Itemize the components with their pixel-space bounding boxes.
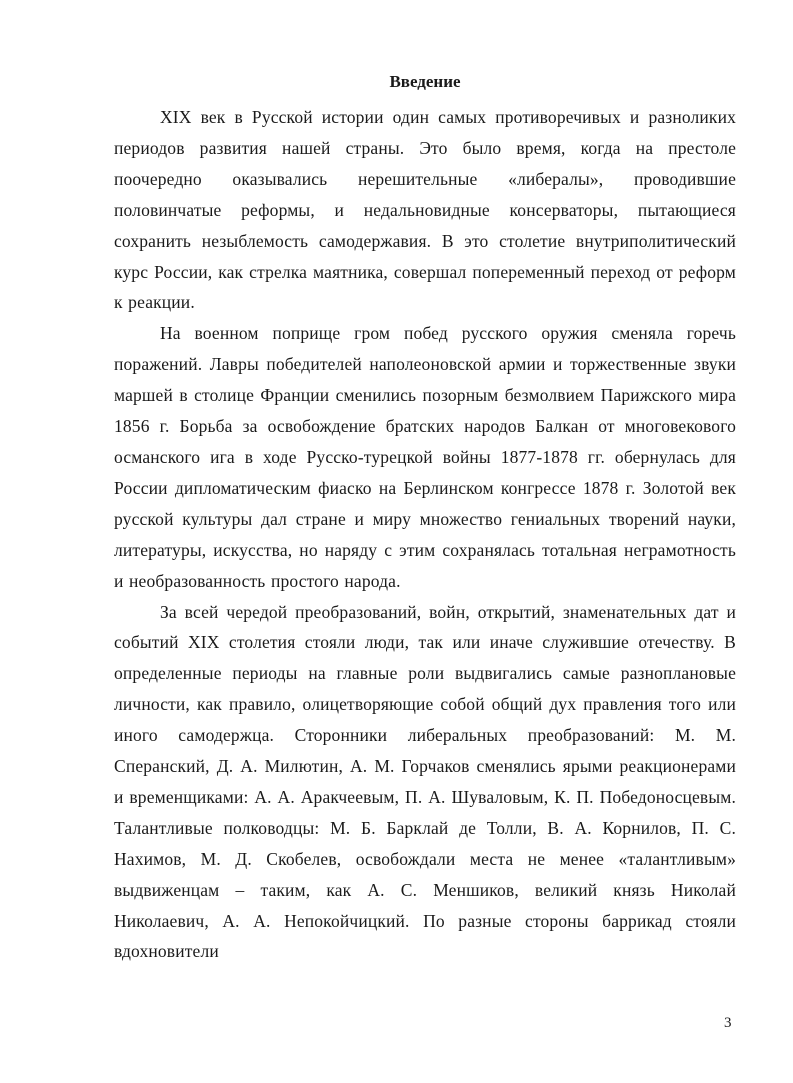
paragraph-2: На военном поприще гром побед русского оружия сменяла горечь поражений. Лавры победителей наполеоновской армии и торжественные звуки маршей в столице Франции сменились позорным безмолвием Парижского мира 1856 г. Борьба за освобождение братских народов Балкан от многовекового османского ига в ходе Русско-турецкой войны 1877-1878 гг. обернулась для России дипломатическим фиаско на Берлинском конгрессе 1878 г. Золотой век русской культуры дал стране и миру множество гениальных творений науки, литературы, искусства, но наряду с этим сохранялась тотальная неграмотность и необразованность простого народа. xyxy=(114,323,736,591)
page-title: Введение xyxy=(389,72,461,91)
paragraph-1: XIX век в Русской истории один самых противоречивых и разноликих периодов развития нашей страны. Это было время, когда на престоле поочередно оказывались нерешительные «либералы», проводившие половинчатые реформы, и недальновидные консерваторы, пытающиеся сохранить незыблемость самодержавия. В это столетие внутриполитический курс России, как стрелка маятника, совершал попеременный переход от реформ к реакции. xyxy=(114,107,736,313)
page-number: 3 xyxy=(724,1015,732,1031)
document-page xyxy=(114,70,736,967)
paragraph-3: За всей чередой преобразований, войн, открытий, знаменательных дат и событий XIX столетия стояли люди, так или иначе служившие отечеству. В определенные периоды на главные роли выдвигались самые разноплановые личности, как правило, олицетворяющие собой общий дух правления того или иного самодержца. Сторонники либеральных преобразований: М. М. Сперанский, Д. А. Милютин, А. М. Горчаков сменялись ярыми реакционерами и временщиками: А. А. Аракчеевым, П. А. Шуваловым, К. П. Победоносцевым. Талантливые полководцы: М. Б. Барклай де Толли, В. А. Корнилов, П. С. Нахимов, М. Д. Скобелев, освобождали места не менее «талантливым» выдвиженцам – таким, как А. С. Меншиков, великий князь Николай Николаевич, А. А. Непокойчицкий. По разные стороны баррикад стояли вдохновители xyxy=(114,601,736,962)
